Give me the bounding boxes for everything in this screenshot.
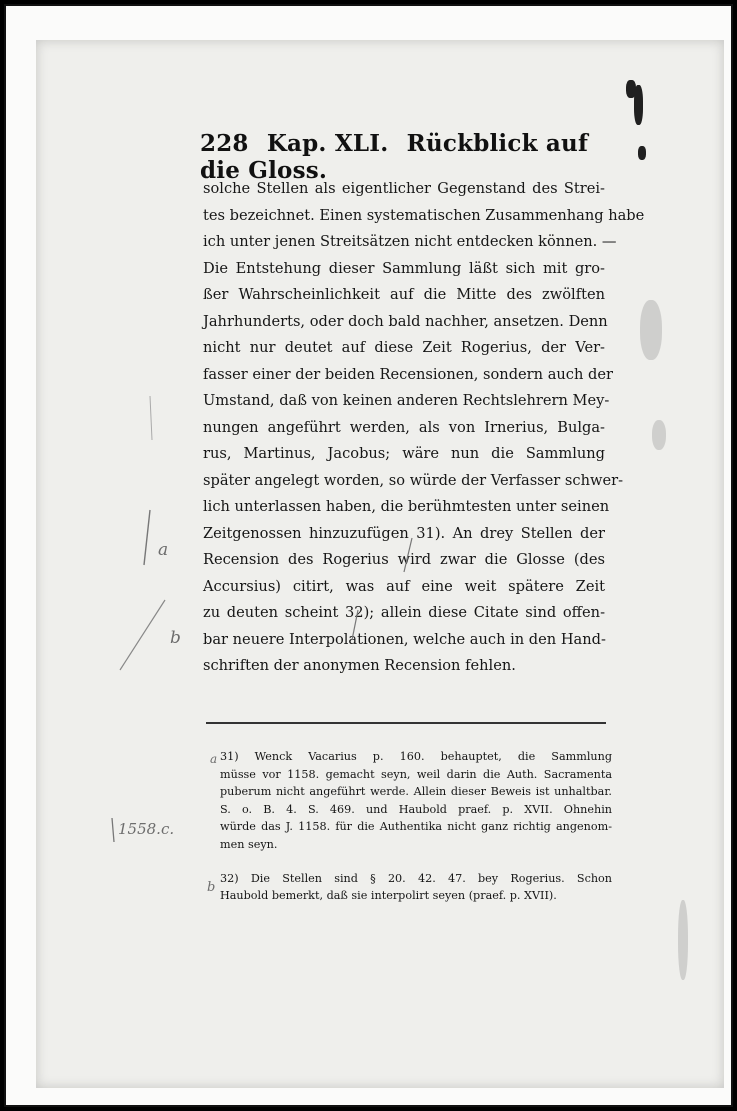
text-line: zu deuten scheint 32); allein diese Citate sind offen-	[203, 604, 605, 621]
text-line: Die Entstehung dieser Sammlung läßt sich mit gro-	[203, 259, 605, 277]
footnote-line: 31) Wenck Vacarius p. 160. behauptet, die Sammlung	[220, 750, 612, 763]
footnote-line: puberum nicht angeführt werde. Allein dieser Beweis ist unhaltbar.	[220, 785, 612, 799]
margin-note-year: 1558.c.	[118, 820, 175, 838]
text-line: rus, Martinus, Jacobus; wäre nun die Sammlung	[203, 445, 605, 462]
chapter-title: Rückblick auf die Gloss.	[200, 130, 589, 184]
text-line: Recension des Rogerius wird zwar die Glosse (des	[203, 551, 605, 568]
footnote-32-mark: b	[207, 880, 216, 895]
text-line: Umstand, daß von keinen anderen Rechtslehrern Mey-	[203, 392, 610, 409]
footnote-31-mark: a	[210, 752, 218, 766]
footnote-line: S. o. B. 4. S. 469. und Haubold praef. p. XVII. Ohnehin	[220, 802, 612, 816]
text-line: später angelegt worden, so würde der Verfasser schwer-	[203, 471, 624, 489]
text-line: fasser einer der beiden Recensionen, sondern auch der	[203, 365, 613, 383]
text-line: Zeitgenossen hinzuzufügen 31). An drey Stellen der	[203, 524, 605, 542]
footnote-32	[220, 870, 612, 905]
text-line: Accursius) citirt, was auf eine weit spätere Zeit	[203, 577, 605, 595]
main-text	[203, 176, 645, 680]
ink-blot	[638, 146, 646, 160]
footnote-divider	[206, 722, 606, 724]
text-line: nungen angeführt werden, als von Irnerius, Bulga-	[203, 418, 605, 436]
footnote-line: 32) Die Stellen sind § 20. 42. 47. bey Rogerius. Schon	[220, 871, 612, 885]
text-line: nicht nur deutet auf diese Zeit Rogerius, der Ver-	[203, 339, 605, 356]
footnotes	[220, 748, 612, 921]
footnote-line: Haubold bemerkt, daß sie interpolirt seyen (praef. p. XVII).	[220, 889, 557, 903]
text-line: bar neuere Interpolationen, welche auch in den Hand-	[203, 630, 606, 648]
text-line: solche Stellen als eigentlicher Gegenstand des Strei-	[203, 180, 605, 197]
stain	[678, 900, 688, 980]
footnote-line: müsse vor 1158. gemacht seyn, weil darin die Auth. Sacramenta	[220, 767, 612, 781]
text-line: schriften der anonymen Recension fehlen.	[203, 657, 516, 674]
footnote-31	[220, 748, 612, 854]
ink-blot	[634, 85, 643, 125]
footnote-line: men seyn.	[220, 837, 278, 851]
stain	[640, 300, 662, 360]
page-number: 228	[200, 130, 249, 157]
text-line: lich unterlassen haben, die berühmtesten unter seinen	[203, 498, 610, 515]
chapter-label: Kap. XLI.	[266, 130, 389, 157]
footnote-line: würde das J. 1158. für die Authentika nicht ganz richtig angenom-	[220, 820, 612, 834]
margin-note-a: a	[158, 540, 169, 560]
text-line: ßer Wahrscheinlichkeit auf die Mitte des zwölften	[203, 286, 605, 303]
stain	[652, 420, 666, 450]
margin-note-b: b	[170, 628, 181, 648]
text-line: ich unter jenen Streitsätzen nicht entdecken können. —	[203, 233, 617, 250]
text-line: tes bezeichnet. Einen systematischen Zusammenhang habe	[203, 206, 645, 224]
text-line: Jahrhunderts, oder doch bald nachher, ansetzen. Denn	[203, 312, 608, 330]
